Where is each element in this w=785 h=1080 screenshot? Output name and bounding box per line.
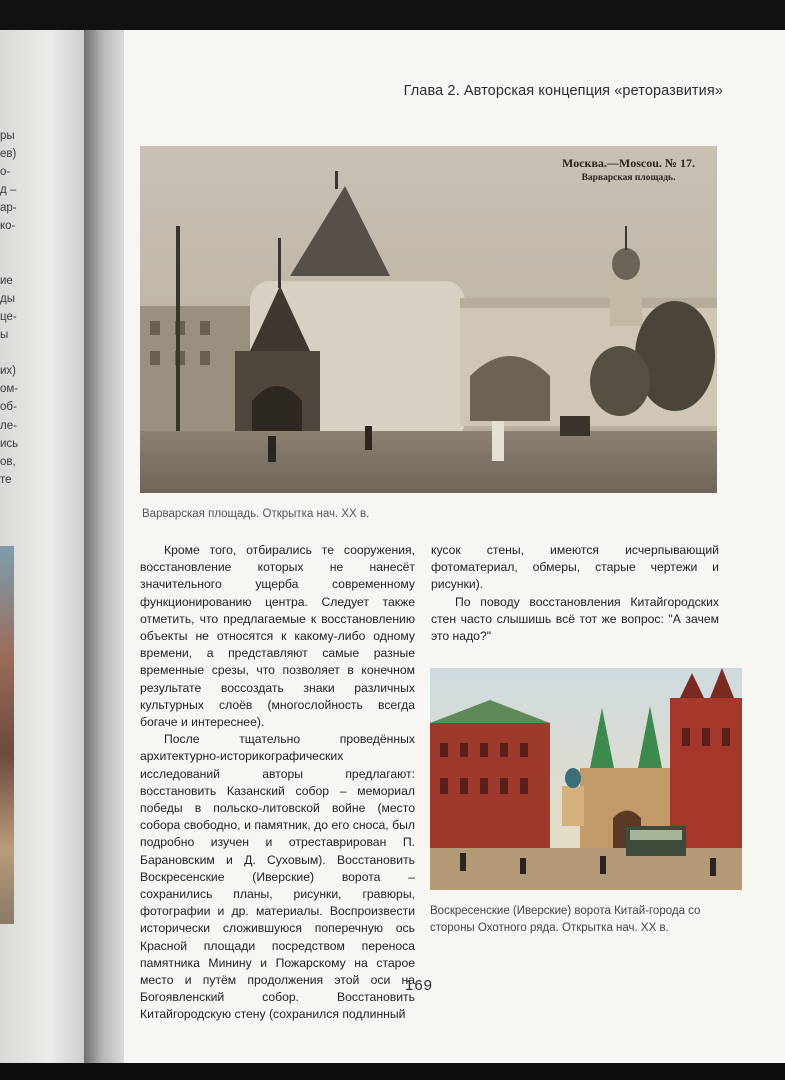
chapter-title: Глава 2. Авторская концепция «реторазвития»	[403, 83, 723, 99]
resurrection-gate-photo	[430, 668, 742, 890]
postcard-subtitle: Варварская площадь.	[581, 173, 676, 183]
resurrection-gate-illustration	[430, 668, 742, 890]
left-page-text-fragments: ры ев) о- д – ар- ко- ие ды це- ы их) ом- об- ле- ись ов, те	[0, 130, 19, 486]
postcard-title-text: Москва.—Moscou. № 17.	[562, 156, 695, 170]
postcard-title	[562, 156, 695, 186]
figure2-caption: Воскресенские (Иверские) ворота Китай-города со стороны Охотного ряда. Открытка нач. XX в.	[430, 905, 701, 934]
right-page	[124, 30, 785, 1065]
left-page-photo-fragment	[0, 546, 14, 924]
body-column-right	[431, 542, 719, 645]
scan-border-bottom	[0, 1063, 785, 1080]
varvarskaya-square-photo	[140, 146, 717, 493]
varvarskaya-square-illustration	[140, 146, 717, 493]
figure1-caption: Варварская площадь. Открытка нач. XX в.	[142, 508, 370, 520]
scan-border-top	[0, 0, 785, 32]
paragraph-continuation: кусок стены, имеются исчерпывающий фотоматериал, обмеры, старые чертежи и рисунки).	[431, 543, 719, 592]
body-column-left	[140, 542, 415, 1024]
paragraph-2: После тщательно проведённых архитектурно-историкографических исследований авторы предлагают: восстановить Казанский собор – мемориал победы в польско-литовской войне (место собора свободно, и памятник, до его сноса, был подробно изучен и отреставрирован П. Барановским и Д. Суховым). Восстановить Воскресенские (Иверские) ворота – сохранились планы, рисунки, гравюры, фотографии и др. материалы. Воспроизвести исторически сложившуюся поперечную ось Красной площади посредством переноса памятника Минину и Пожарскому на старое место и путём продолжения этой оси на Богоявленский собор. Восстановить Китайгородскую стену (сохранился подлинный	[140, 732, 415, 1022]
left-page	[0, 30, 92, 1065]
paragraph-3: По поводу восстановления Китайгородских стен часто слышишь всё тот же вопрос: "А зачем это надо?"	[431, 594, 719, 644]
page-number: 169	[405, 977, 434, 994]
paragraph-1: Кроме того, отбирались те сооружения, восстановление которых не нанесёт значительного ущерба современному функционированию центра. Следует также отметить, что предлагаемые к восстановлению объекты не относятся к какому-либо одному времени, а представляют самые разные временные срезы, что позволяет в конечном результате воссоздать знаки различных культурных слоёв (многослойность всегда богаче и интереснее).	[140, 543, 415, 730]
